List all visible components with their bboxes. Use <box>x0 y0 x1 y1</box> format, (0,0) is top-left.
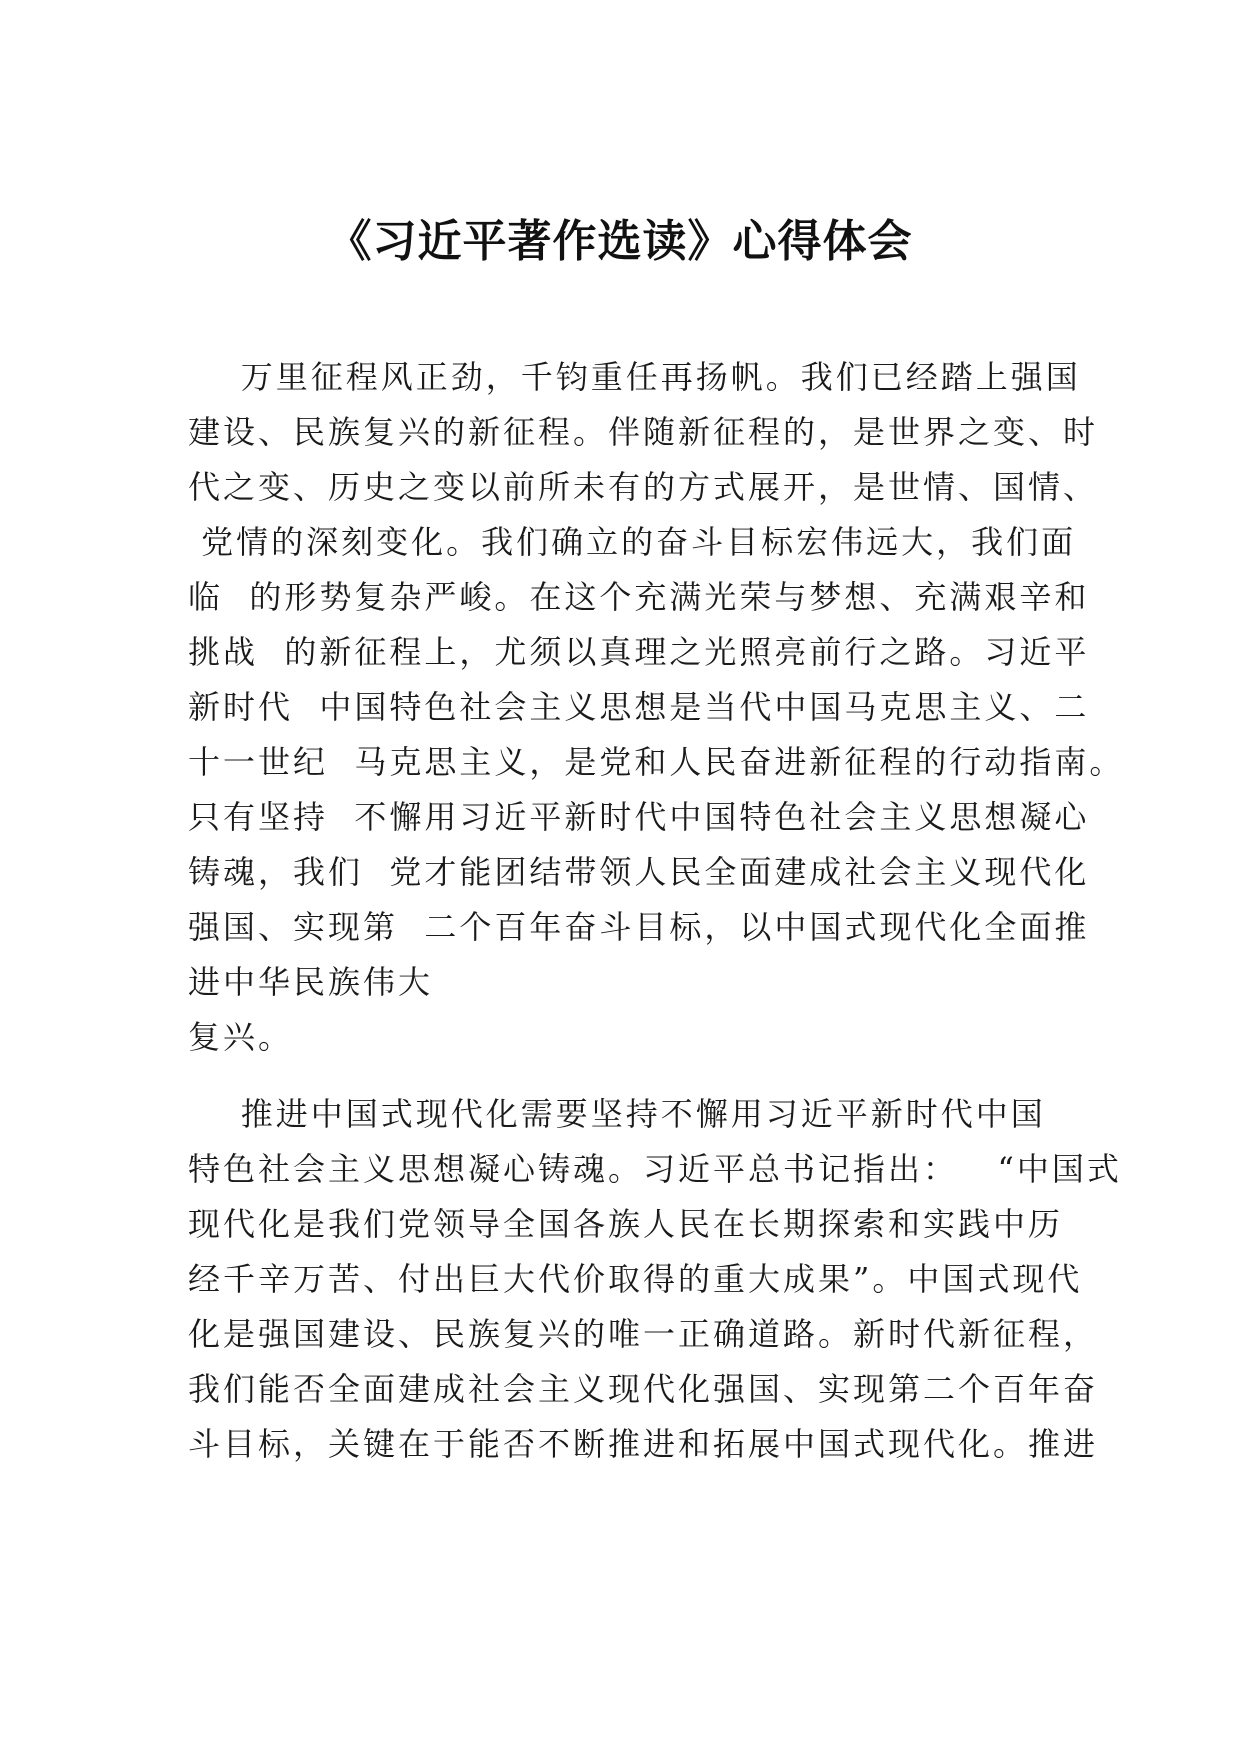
paragraph-line: 临 的形势复杂严峻。在这个充满光荣与梦想、充满艰辛和 <box>188 578 1090 616</box>
paragraph-line: 挑战 的新征程上，尤须以真理之光照亮前行之路。习近平 <box>188 633 1090 671</box>
paragraph-line: 党情的深刻变化。我们确立的奋斗目标宏伟远大，我们面 <box>188 523 1077 561</box>
paragraph-line: 只有坚持 不懈用习近平新时代中国特色社会主义思想凝心 <box>188 798 1090 836</box>
paragraph-line: 万里征程风正劲，千钧重任再扬帆。我们已经踏上强国 <box>188 358 1081 396</box>
paragraph-line: 十一世纪 马克思主义，是党和人民奋进新征程的行动指南。 <box>188 743 1125 781</box>
paragraph-line: 复兴。 <box>188 1018 294 1056</box>
paragraph-line: 强国、实现第 二个百年奋斗目标，以中国式现代化全面推 <box>188 908 1090 946</box>
paragraph-line: 新时代 中国特色社会主义思想是当代中国马克思主义、二 <box>188 688 1090 726</box>
paragraph-line: 化是强国建设、民族复兴的唯一正确道路。新时代新征程， <box>188 1315 1099 1353</box>
paragraph-line: 代之变、历史之变以前所未有的方式展开，是世情、国情、 <box>188 468 1099 506</box>
document-title: 《习近平著作选读》心得体会 <box>327 216 913 267</box>
paragraph-line: 铸魂，我们 党才能团结带领人民全面建成社会主义现代化 <box>188 853 1090 891</box>
paragraph-line: 建设、民族复兴的新征程。伴随新征程的，是世界之变、时 <box>188 413 1099 451</box>
paragraph-line: 经千辛万苦、付出巨大代价取得的重大成果”。中国式现代 <box>188 1260 1083 1298</box>
paragraph-line: 推进中国式现代化需要坚持不懈用习近平新时代中国 <box>188 1095 1046 1133</box>
paragraph-1 <box>188 350 1125 1065</box>
paragraph-line: 现代化是我们党领导全国各族人民在长期探索和实践中历 <box>188 1205 1064 1243</box>
paragraph-line: 斗目标，关键在于能否不断推进和拓展中国式现代化。推进 <box>188 1425 1099 1463</box>
paragraph-line: 进中华民族伟大 <box>188 963 434 1001</box>
paragraph-line: 特色社会主义思想凝心铸魂。习近平总书记指出： “中国式 <box>188 1150 1122 1188</box>
paragraph-2 <box>188 1087 1122 1472</box>
paragraph-line: 我们能否全面建成社会主义现代化强国、实现第二个百年奋 <box>188 1370 1099 1408</box>
